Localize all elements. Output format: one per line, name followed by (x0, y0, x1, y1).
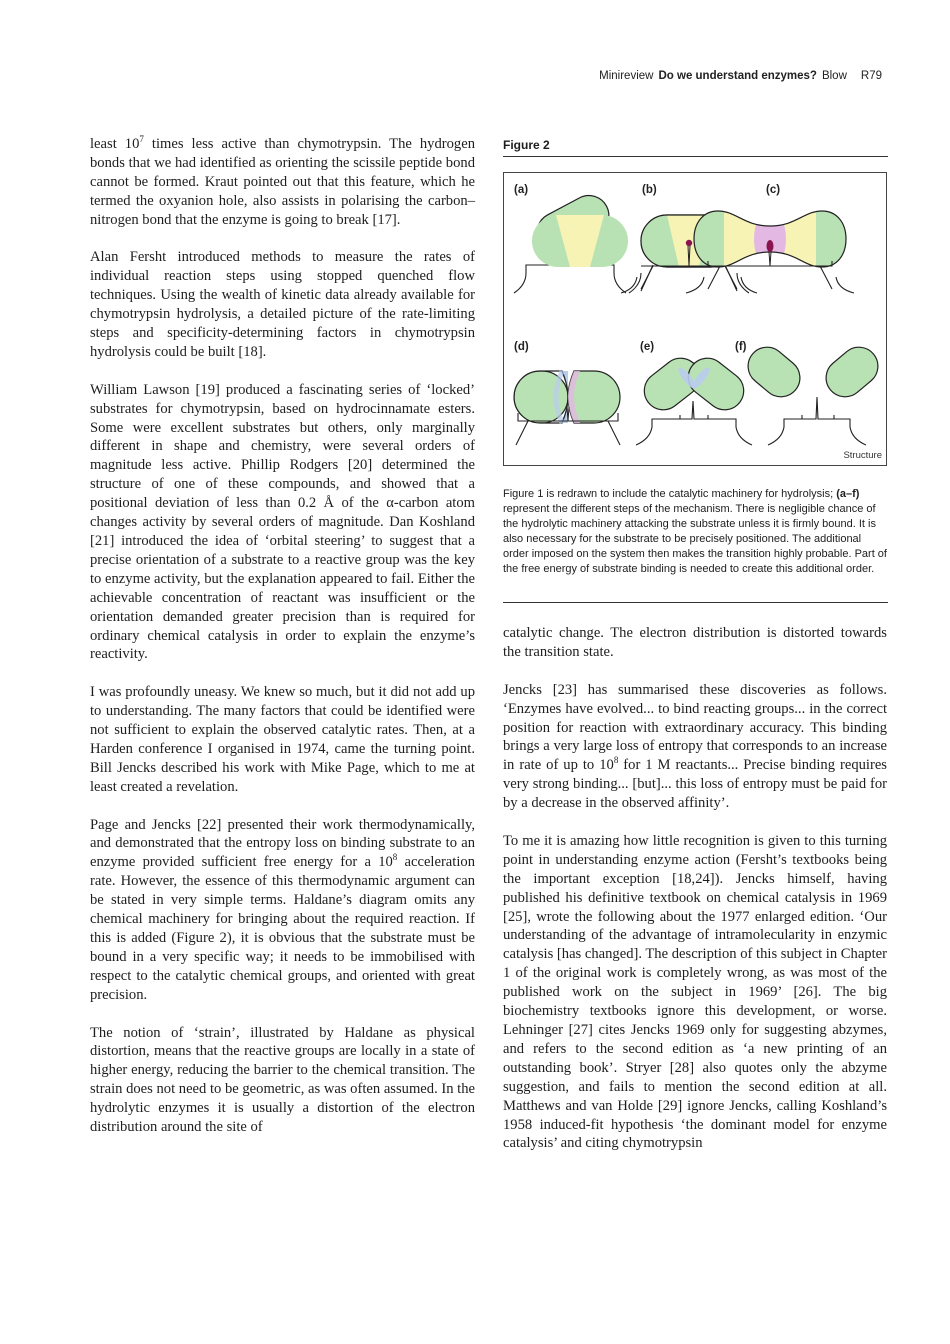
figure-top-rule (503, 156, 888, 157)
left-paragraph-4: I was profoundly uneasy. We knew so much, but it did not add up to understanding. The many factors that could be identified were not sufficient to explain the observed catalytic rates. Then, at a Harden conference I organised in 1974, came the turning point. Bill Jencks described his work with Mike Page, which to me at least created a revelation. (90, 684, 475, 795)
header-author: Blow (821, 70, 847, 82)
left-paragraph-2: Alan Fersht introduced methods to measure the rates of individual reaction steps using stopped quenched flow techniques. Using the wealth of kinetic data already available for chymotrypsin hydrolysis, a detailed picture of the rate-limiting steps and specificity-determining factors in chymotrypsin hydrolysis could be built [18]. (90, 249, 475, 360)
header-page: R79 (860, 70, 882, 82)
superscript: 8 (613, 755, 619, 766)
panel-f-enzyme-site (768, 397, 866, 445)
panel-d-diagram (514, 371, 620, 445)
panel-label-a: (a) (514, 184, 529, 196)
text-run: for 1 M reactants... Precise binding requires very strong binding... [but]... this loss of entropy must be paid for by a decrease in the observed affinity’. (503, 757, 887, 812)
figure-panel (503, 172, 887, 466)
left-paragraph-1 (90, 135, 475, 230)
left-column (90, 135, 475, 1156)
right-column (503, 624, 887, 1172)
right-paragraph-2 (503, 681, 887, 813)
running-header (594, 70, 882, 82)
right-paragraph-1: catalytic change. The electron distribution is distorted towards the transition state. (503, 625, 887, 660)
caption-lead: Figure 1 is redrawn to include the catalytic machinery for hydrolysis; (503, 488, 834, 500)
panel-c-catalytic-group (767, 240, 774, 252)
panel-label-e: (e) (640, 341, 655, 353)
panel-f-diagram (740, 339, 885, 445)
left-paragraph-3: William Lawson [19] produced a fascinating series of ‘locked’ substrates for chymotrypsin, based on hydrocinnamate esters. Some were excellent substrates but others, only marginally different in shape and chemistry, were several orders of magnitude less active. Phillip Rodgers [20] determined the structure of one of these compounds, and showed that a positional deviation of less than 0.2 Å of the α-carbon atom changes activity by several orders of magnitude. Dan Koshland [21] introduced the idea of ‘orbital steering’ to suggest that a precise orientation of a substrate to a reactive group was the key to enzyme activity, but the explanation appeared to fail. Either the achievable concentration of reactant was insufficient or the orientation demanded greater precision than is required for ordinary chemical catalysis in order to explain the enzyme’s reactivity. (90, 381, 475, 663)
superscript: 7 (139, 134, 144, 145)
text-run: acceleration rate. However, the essence of this thermodynamic argument can be stated in very simple terms. Haldane’s diagram omits any chemical machinery for bringing about the required reaction. If this is added (Figure 2), it is obvious that the substrate must be bound in a very specific way; it needs to be immobilised with respect to the catalytic chemical groups, and oriented with great precision. (90, 854, 475, 1003)
caption-bold: (a–f) (836, 488, 860, 500)
panel-f-product-right (818, 339, 885, 404)
figure-caption (503, 487, 888, 576)
header-title: Do we understand enzymes? (658, 70, 817, 82)
figure-title: Figure 2 (503, 138, 550, 152)
panel-label-f: (f) (735, 341, 747, 353)
text-run: times less active than chymotrypsin. The hydrogen bonds that we had identified as orienting the scissile peptide bond cannot be formed. Kraut pointed out that this feature, which he termed the oxyanion hole, also assists in polarising the carbon–nitrogen bond that the enzyme is going to break [17]. (90, 136, 475, 228)
left-paragraph-5 (90, 816, 475, 1005)
superscript: 8 (392, 852, 398, 863)
figure-bottom-rule (503, 602, 888, 603)
right-paragraph-3: To me it is amazing how little recognition is given to this turning point in understanding enzyme action (Fersht’s textbooks being the important exception [18,24]). Jencks himself, having published his definitive textbook on chemical catalysis in 1969 [25], wrote the following about the 1977 enlarged edition. ‘Our understanding of the advantage of intramolecularity in enzymic catalysis [has changed]. The description of this subject in Chapter 1 of the original work is completely wrong, as was most of the published work on the subject in 1969’ [26]. The big biochemistry textbooks ignore this development, or worse. Lehninger [27] cites Jencks 1969 only for suggesting abzymes, and refers to the second edition as ‘a new printing of an outstanding book’. Stryer [28] also quotes only the abzyme suggestion, and fails to mention the second edition at all. Matthews and van Holde [29] ignore Jencks, calling Koshland’s 1958 induced-fit hypothesis ‘the dominant model for enzyme catalysis’ and citing chymotrypsin (503, 832, 887, 1152)
text-run: Page and Jencks [22] presented their work thermodynamically, and demonstrated that the entropy loss on binding substrate to an enzyme provided sufficient free energy for a 10 (90, 816, 475, 871)
figure-diagram (504, 173, 886, 465)
caption-rest: represent the different steps of the mechanism. There is negligible chance of the hydrolytic machinery attacking the substrate unless it is firmly bound. It is also necessary for the substrate to be precisely positioned. The additional order imposed on the system then makes the transition highly probable. Part of the free energy of substrate binding is needed to create this additional order. (503, 502, 887, 575)
panel-f-product-left (740, 339, 807, 404)
figure-corner-label: Structure (843, 450, 882, 461)
header-section: Minireview (599, 70, 654, 82)
left-paragraph-6: The notion of ‘strain’, illustrated by Haldane as physical distortion, means that the reactive groups are locally in a state of higher energy, reducing the barrier to the chemical transition. The strain does not need to be geometric, as was often assumed. In the hydrolytic enzymes it is usually a distortion of the electron distribution around the site of (90, 1024, 476, 1136)
panel-label-c: (c) (766, 184, 781, 196)
panel-c-diagram (686, 209, 854, 293)
panel-e-diagram (636, 351, 752, 445)
panel-label-d: (d) (514, 341, 529, 353)
text-run: Jencks [23] has summarised these discoveries as follows. ‘Enzymes have evolved... to bind reacting groups... in the correct position for reaction with extraordinary accuracy. This binding brings a very large loss of entropy that corresponds to an increase in rate of up to 10 (503, 681, 887, 774)
text-run: least 10 (90, 136, 140, 152)
panel-label-b: (b) (642, 184, 657, 196)
